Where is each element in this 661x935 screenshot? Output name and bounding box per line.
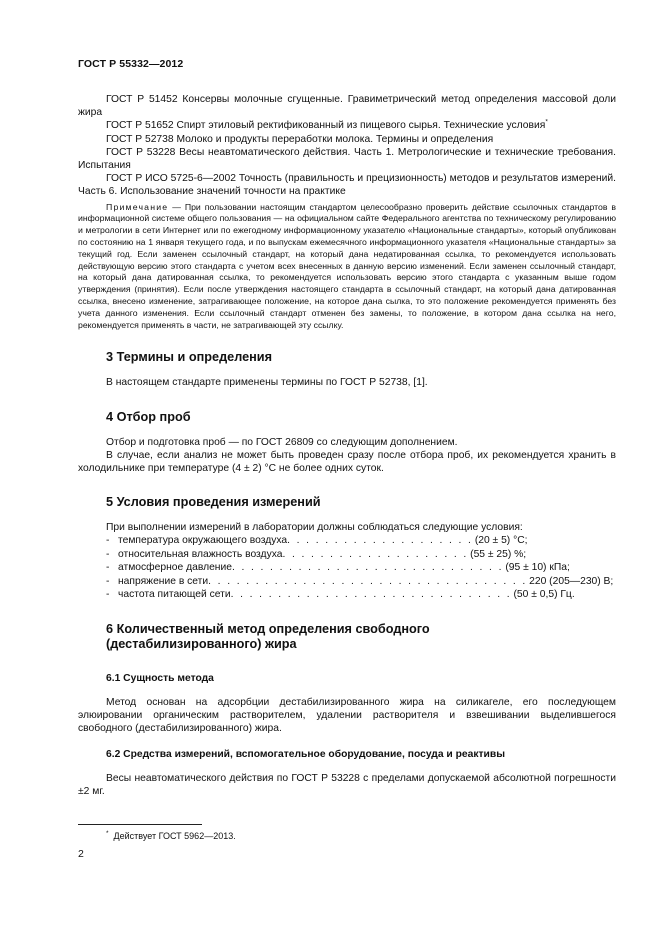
condition-label: температура окружающего воздуха [118, 535, 288, 547]
note-text: — При пользовании настоящим стандартом целесообразно проверить действие ссылочных стандартов в информационной системе общего пользования — на официальном сайте Федерального агентства по техническому регулированию и метрологии в сети Интернет или по ежегодному информационному указателю «Национальные стандарты», который опубликован по состоянию на 1 января текущего года, и по выпускам ежемесячного информационного указателя «Национальные стандарты» за текущий год. Если заменен ссылочный стандарт, на который дана недатированная ссылка, то рекомендуется использовать действующую версию этого стандарта с учетом всех внесенных в данную версию изменений. Если заменен ссылочный стандарт, на который дана датированная ссылка, то рекомендуется использовать версию этого стандарта с указанным выше годом утверждения (принятия). Если после утверждения настоящего стандарта в ссылочный стандарт, на который дана датированная ссылка, внесено изменение, затрагивающее положение, на которое дана сылка, то это положение рекомендуется применять без учета данного изменения. Если ссылочный стандарт отменен без замены, то положение, в котором дана ссылка на него, рекомендуется применять в части, не затрагивающей эту ссылку. [78, 201, 616, 330]
list-dash: - [106, 575, 110, 587]
reference-item: ГОСТ Р 51452 Консервы молочные сгущенные. Гравиметрический метод определения массовой доли жира [78, 94, 616, 119]
condition-item [106, 588, 616, 602]
section-4-title: 4 Отбор проб [106, 409, 191, 424]
condition-leader: . . . . . . . . . . . . . . . . . . . . . . . . . . . . . [231, 562, 504, 574]
page-number: 2 [78, 848, 84, 860]
footnote-marker: * [545, 118, 548, 126]
note-paragraph [78, 202, 616, 332]
reference-item: ГОСТ Р 51652 Спирт этиловый ректификованный из пищевого сырья. Технические условия* [106, 118, 548, 132]
subsection-6-2-title: 6.2 Средства измерений, вспомогательное оборудование, посуда и реактивы [106, 748, 506, 760]
condition-label: частота питающей сети [118, 589, 231, 601]
section-6-title [78, 622, 616, 652]
condition-leader: . . . . . . . . . . . . . . . . . . . . [282, 548, 469, 560]
condition-leader: . . . . . . . . . . . . . . . . . . . . . . . . . . . . . . . . . . [208, 575, 528, 587]
subsection-6-1-text: Метод основан на адсорбции дестабилизированного жира на силикагеле, его последующем элюировании органическим растворителем, удалении растворителя и взвешивании выделившегося свободного (дестабилизированного) жира. [78, 696, 616, 735]
condition-value: (50 ± 0,5) Гц. [513, 589, 575, 601]
condition-leader: . . . . . . . . . . . . . . . . . . . . . . . . . . . . . . [230, 589, 512, 601]
reference-item: ГОСТ Р 53228 Весы неавтоматического действия. Часть 1. Метрологические и технические требования. Испытания [78, 146, 616, 172]
condition-value: (95 ± 10) кПа; [505, 562, 570, 574]
condition-item [106, 534, 616, 548]
section-6-title-line1: 6 Количественный метод определения свободного [106, 621, 430, 636]
list-dash: - [106, 589, 110, 601]
subsection-6-1-title: 6.1 Сущность метода [106, 672, 214, 684]
section-5-intro: При выполнении измерений в лаборатории должны соблюдаться следующие условия: [106, 522, 523, 534]
condition-item [106, 575, 616, 589]
list-dash: - [106, 562, 110, 574]
condition-label: относительная влажность воздуха [118, 548, 283, 560]
condition-item [106, 561, 616, 575]
condition-value: (20 ± 5) °С; [474, 535, 528, 547]
reference-item: ГОСТ Р 52738 Молоко и продукты переработки молока. Термины и определения [106, 133, 494, 145]
section-6-title-line2: (дестабилизированного) жира [106, 636, 297, 651]
condition-label: напряжение в сети [118, 575, 209, 587]
section-5-title: 5 Условия проведения измерений [106, 495, 321, 510]
list-dash: - [106, 535, 110, 547]
note-label: Примечание [106, 201, 169, 212]
condition-value: 220 (205—230) В; [529, 575, 614, 587]
section-3-text: В настоящем стандарте применены термины по ГОСТ Р 52738, [1]. [106, 377, 428, 389]
footnote-mark: * [106, 830, 109, 837]
conditions-list [106, 534, 616, 602]
document-header: ГОСТ Р 55332—2012 [78, 58, 184, 70]
subsection-6-2-text: Весы неавтоматического действия по ГОСТ Р 53228 с пределами допускаемой абсолютной погрешности ±2 мг. [78, 772, 616, 797]
condition-label: атмосферное давление [118, 562, 232, 574]
section-4-p1: Отбор и подготовка проб — по ГОСТ 26809 со следующим дополнением. [106, 436, 458, 448]
footnote-separator [78, 824, 202, 825]
condition-item [106, 548, 616, 562]
footnote-text: Действует ГОСТ 5962—2013. [113, 831, 236, 841]
document-page [78, 58, 616, 798]
section-4-p2: В случае, если анализ не может быть проведен сразу после отбора проб, их рекомендуется хранить в холодильнике при температуре (4 ± 2) °С не более одних суток. [78, 449, 616, 474]
reference-item: ГОСТ Р ИСО 5725-6—2002 Точность (правильность и прецизионность) методов и результатов измерений. Часть 6. Использование значений точности на практике [78, 173, 616, 198]
footnote [106, 831, 236, 841]
condition-leader: . . . . . . . . . . . . . . . . . . . . [287, 535, 473, 547]
list-dash: - [106, 548, 110, 560]
condition-value: (55 ± 25) %; [470, 548, 527, 560]
section-3-title: 3 Термины и определения [106, 350, 273, 365]
